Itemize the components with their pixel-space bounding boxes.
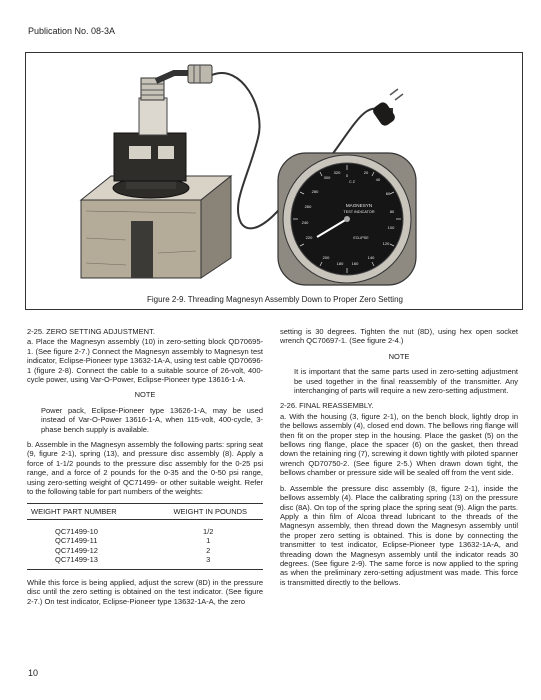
dial-number: 20 — [363, 170, 369, 175]
dial-number: 240 — [301, 220, 309, 225]
note-text: It is important that the same parts used in zero-setting adjustment be used together in the final reassembly of the transmitter. Any interchanging of parts will require a new zero-setting adjustment. — [294, 367, 518, 396]
figure-illustration — [26, 53, 522, 309]
dial-number: 120 — [382, 241, 390, 246]
dial-number: 160 — [351, 261, 359, 266]
dial-number: 100 — [387, 225, 395, 230]
part-number: QC71499-11 — [55, 536, 98, 546]
dial-number: 80 — [389, 209, 395, 214]
weights-table — [27, 503, 263, 570]
weight-value: 2 — [206, 545, 211, 555]
power-plug — [371, 89, 403, 128]
paragraph-continued: setting is 30 degrees. Tighten the nut (8D), using hex open socket wrench QC70697-1. (See figure 2-4.) — [280, 327, 518, 346]
paragraph-a: a. Place the Magnesyn assembly (10) in zero-setting block QD70695-1. (See figure 2-7.) Connect the Magnesyn assembly to Magnesyn test indicator, Eclipse-Pioneer type 13632-1A-A, using test cable QD70696-1 (figure 2-8). Connect the cable to a suitable source of 26-volt, 400-cycle power, using Var-O-Power, Eclipse-Pioneer type 13616-1-A. — [27, 337, 263, 385]
paragraph-b: b. Assemble in the Magnesyn assembly the following parts: spring seat (9, figure 2-1), spring (13), and pressure disc assembly (8). Apply a force of 1-1/2 pounds to the pressure disc assembly for the 0-25 psi range, and a force of 2 pounds for the 0-35 and the 0-50 psi range, using zero-setting weight of QC71499- or other suitable weight. Refer to the following table for part numbers of the weights: — [27, 440, 263, 497]
weight-value: 1/2 — [203, 526, 214, 536]
part-number: QC71499-13 — [27, 555, 154, 569]
dial-number: 320 — [333, 170, 341, 175]
section-heading-2-26: 2-26. FINAL REASSEMBLY. — [280, 401, 374, 411]
table-row — [27, 546, 263, 556]
table-header-weight: WEIGHT IN POUNDS — [154, 503, 263, 519]
dial-number: 200 — [322, 255, 330, 260]
dial-cz-label: C Z — [349, 180, 355, 184]
note-text: Power pack, Eclipse-Pioneer type 13626-1-A, may be used instead of Var-O-Power 13616-1-A, when 115-volt, 400-cycle, 3-phase bench supply is available. — [41, 405, 263, 434]
paragraph-b: b. Assemble the pressure disc assembly (8, figure 2-1), inside the bellows assembly (4). Place the calibrating spring (13) on the pressure disc (8A). On top of the spring place the spring seat (9). Align the parts. Apply a thin film of Alcoa thread lubricant to the threads of the Magnesyn assembly, then thread down the Magnesyn assembly until the proper zero setting is obtained. This is done by connecting the transmitter to test indicator, Eclipse-Pioneer type 13632-1A-A, and threading down the Magnesyn assembly until the indicator reads 30 degrees. (See figure 2-9). The same force is now applied to the spring as when the preliminary zero-setting adjustment was made. This force is transmitted directly to the bellows. — [280, 483, 518, 587]
dial-maker: ECLIPSE — [353, 236, 369, 240]
weight-value: 1 — [206, 536, 211, 546]
part-number: QC71499-12 — [55, 545, 98, 555]
page-number: 10 — [28, 668, 39, 678]
note-title: NOTE — [134, 390, 156, 400]
dial-title: MAGNESYN — [345, 203, 373, 208]
dial-number: 60 — [385, 191, 391, 196]
dial-number: 40 — [375, 177, 381, 182]
dial-number: 180 — [336, 261, 344, 266]
right-column — [280, 327, 518, 593]
section-heading-2-25: 2-25. ZERO SETTING ADJUSTMENT. — [27, 327, 155, 336]
table-row — [27, 555, 263, 569]
dial-number: 140 — [367, 255, 375, 260]
table-row — [27, 519, 263, 536]
dial-number: 280 — [311, 189, 319, 194]
weight-value: 3 — [154, 555, 263, 569]
figure-2-9 — [25, 52, 523, 310]
dial-subtitle: TEST INDICATOR — [343, 210, 375, 214]
table-row — [27, 536, 263, 546]
paragraph-c: While this force is being applied, adjust the screw (8D) in the pressure disc until the zero setting is obtained on the test indicator. (See figure 2-7.) On test indicator, Eclipse-Pioneer type 13632-1A-A, the zero — [27, 577, 263, 606]
dial-number: 300 — [323, 175, 331, 180]
table-header-part: WEIGHT PART NUMBER — [27, 503, 154, 519]
dial-number: 220 — [305, 235, 313, 240]
left-column — [27, 327, 263, 612]
figure-caption: Figure 2-9. Threading Magnesyn Assembly Down to Proper Zero Setting — [147, 295, 403, 304]
paragraph-a: a. With the housing (3, figure 2-1), on the bench block, lightly drop in the bellows assembly (4), closed end down. The bellows ring flange will then fit on the proper step in the housing. Place the gasket (5) on the bellows ring flange, place the spacer (6) on the gasket, then thread down the retaining ring (7), screwing it down tightly with piloted spanner wrench QD70750-2. (See figure 2-5.) When drawn down tight, the bellows chamber or pressure side will be sealed off from the vent side. — [280, 411, 518, 478]
part-number: QC71499-10 — [55, 526, 98, 536]
note-title: NOTE — [388, 351, 410, 361]
needle-hub — [344, 216, 350, 222]
publication-number: Publication No. 08-3A — [28, 26, 116, 36]
dial-zero-label: 0 — [345, 173, 349, 178]
dial-number: 260 — [304, 204, 312, 209]
